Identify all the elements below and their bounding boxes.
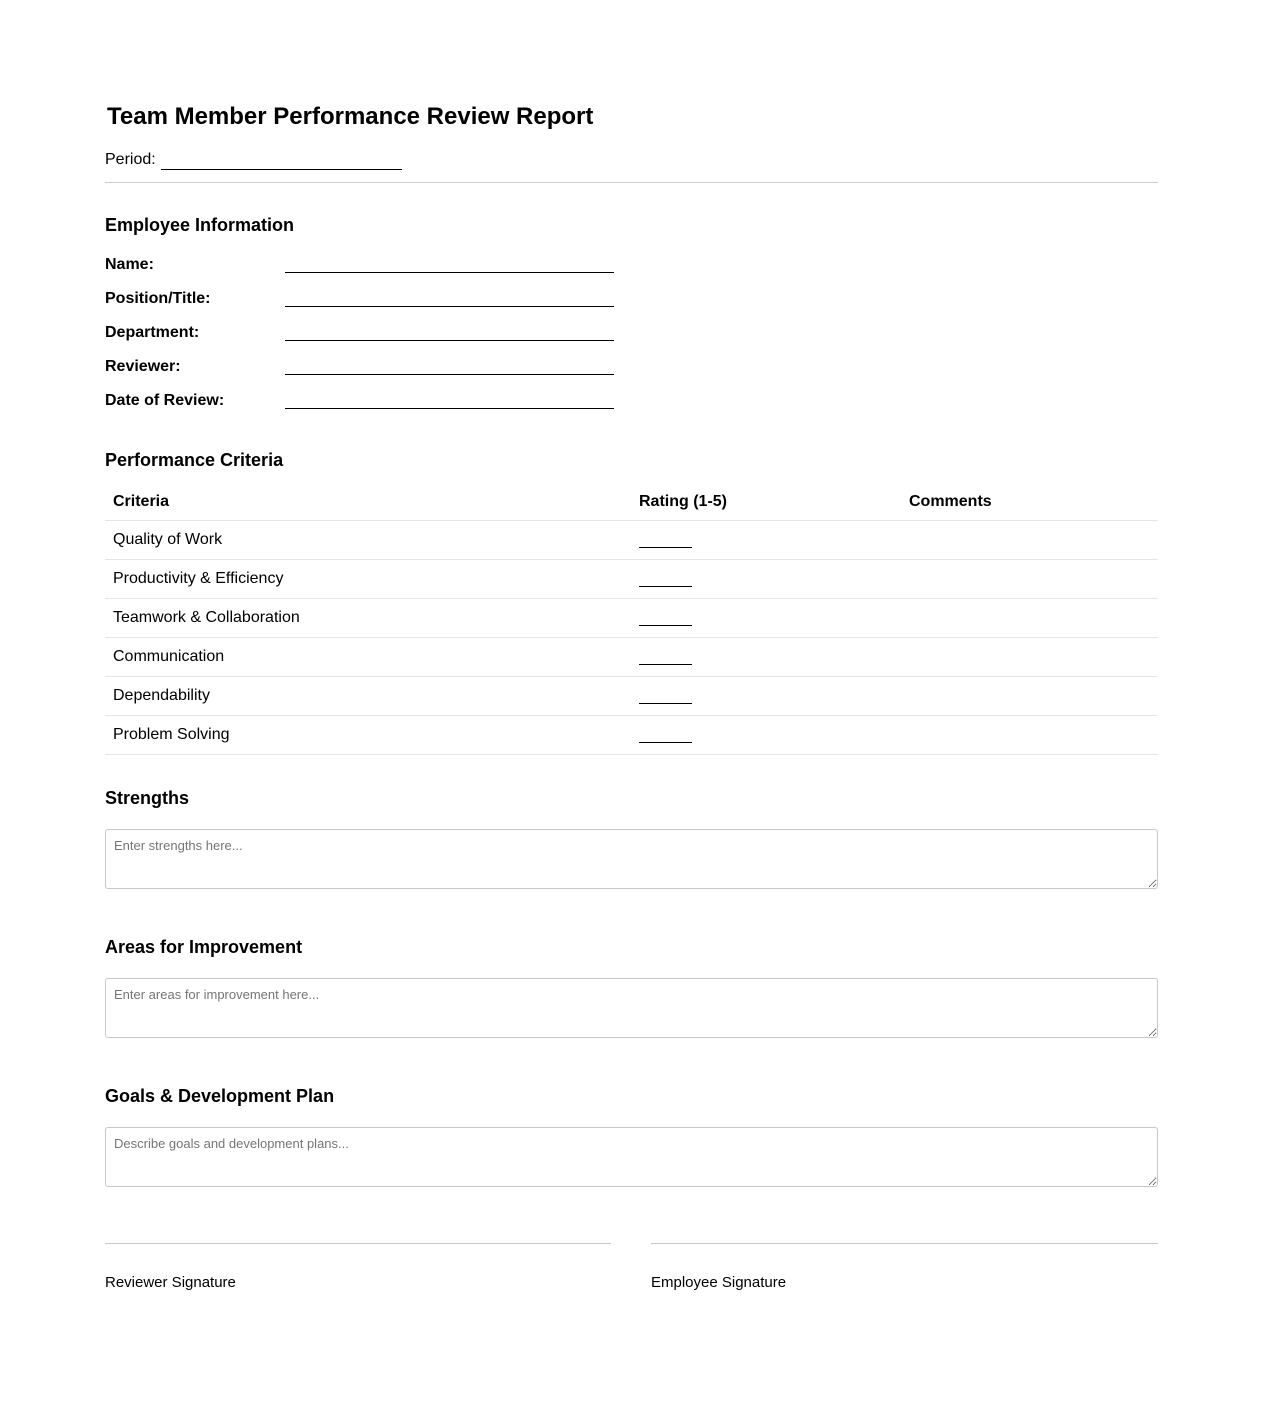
rating-field[interactable]: [639, 609, 692, 626]
rating-field[interactable]: [639, 687, 692, 704]
page-title: Team Member Performance Review Report: [107, 103, 594, 130]
rating-field[interactable]: [639, 570, 692, 587]
table-row: [105, 638, 1158, 677]
reviewer-signature-label: Reviewer Signature: [105, 1274, 236, 1291]
criteria-name: Dependability: [113, 687, 210, 704]
column-header-comments: Comments: [909, 493, 992, 510]
reviewer-row: [105, 357, 615, 379]
header-divider: [105, 182, 1158, 183]
department-row: [105, 323, 615, 345]
review-date-field[interactable]: [285, 391, 614, 409]
strengths-heading: Strengths: [105, 788, 190, 808]
rating-field[interactable]: [639, 726, 692, 743]
position-row: [105, 289, 615, 311]
position-field[interactable]: [285, 289, 614, 307]
table-row: [105, 599, 1158, 638]
comment-field[interactable]: [909, 529, 1149, 549]
criteria-name: Teamwork & Collaboration: [113, 609, 300, 626]
table-row: [105, 677, 1158, 716]
period-row: [105, 150, 402, 170]
comment-field[interactable]: [909, 568, 1149, 588]
criteria-name: Communication: [113, 648, 225, 665]
comment-field[interactable]: [909, 685, 1149, 705]
comment-field[interactable]: [909, 724, 1149, 744]
rating-field[interactable]: [639, 648, 692, 665]
department-field[interactable]: [285, 323, 614, 341]
table-row: [105, 560, 1158, 599]
strengths-textarea[interactable]: [105, 829, 1158, 889]
name-label: Name:: [105, 256, 154, 273]
comment-field[interactable]: [909, 646, 1149, 666]
criteria-table: [105, 482, 1158, 755]
criteria-name: Productivity & Efficiency: [113, 570, 284, 587]
criteria-table-header: [105, 482, 1158, 521]
column-header-rating: Rating (1-5): [639, 493, 727, 510]
comment-field[interactable]: [909, 607, 1149, 627]
performance-criteria-heading: Performance Criteria: [105, 450, 284, 470]
criteria-name: Problem Solving: [113, 726, 230, 743]
criteria-name: Quality of Work: [113, 531, 223, 548]
goals-textarea[interactable]: [105, 1127, 1158, 1187]
name-field[interactable]: [285, 255, 614, 273]
goals-heading: Goals & Development Plan: [105, 1086, 335, 1106]
table-row: [105, 521, 1158, 560]
table-row: [105, 716, 1158, 755]
employee-signature-label: Employee Signature: [651, 1274, 787, 1291]
reviewer-signature-line[interactable]: [105, 1243, 611, 1244]
department-label: Department:: [105, 324, 200, 341]
rating-field[interactable]: [639, 531, 692, 548]
column-header-criteria: Criteria: [113, 493, 170, 510]
employee-info-heading: Employee Information: [105, 215, 295, 235]
employee-signature-line[interactable]: [651, 1243, 1158, 1244]
reviewer-label: Reviewer:: [105, 358, 181, 375]
reviewer-field[interactable]: [285, 357, 614, 375]
position-label: Position/Title:: [105, 290, 211, 307]
review-date-label: Date of Review:: [105, 392, 225, 409]
improvement-textarea[interactable]: [105, 978, 1158, 1038]
review-date-row: [105, 391, 615, 413]
name-row: [105, 255, 615, 277]
period-label: Period:: [105, 151, 156, 168]
period-field[interactable]: [161, 153, 402, 170]
improvement-heading: Areas for Improvement: [105, 937, 303, 957]
